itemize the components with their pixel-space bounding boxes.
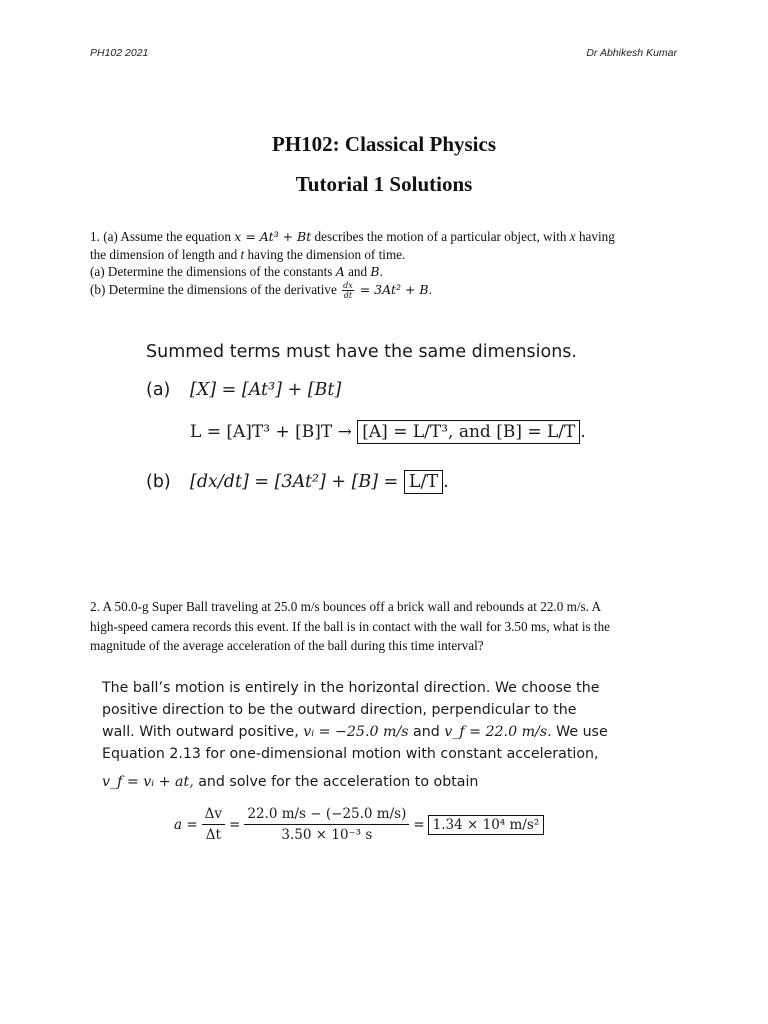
solution-2-line-3: wall. With outward positive, vᵢ = −25.0 m/s and v_f = 22.0 m/s. We use bbox=[102, 724, 608, 740]
solution-2-line-1: The ball’s motion is entirely in the horizontal direction. We choose the bbox=[102, 680, 600, 696]
solution-1-part-a: (a) [X] = [At³] + [Bt] bbox=[146, 380, 342, 400]
page-title: PH102: Classical Physics bbox=[272, 132, 496, 156]
derivative-fraction: $\frac{dx}{dt}$ bbox=[343, 280, 353, 300]
solution-2-line-5: v_f = vᵢ + at, and solve for the acceleration to obtain bbox=[102, 774, 479, 790]
question-1-line-2: the dimension of length and t having the dimension of time. bbox=[90, 246, 406, 262]
question-2-line-2: high-speed camera records this event. If the ball is in contact with the wall for 3.50 ms, what is the bbox=[90, 618, 611, 634]
question-2-line-1: 2. A 50.0-g Super Ball traveling at 25.0 m/s bounces off a brick wall and rebounds at 22.0 m/s. A bbox=[90, 599, 602, 614]
question-1-part-a: (a) Determine the dimensions of the constants A and B. bbox=[90, 264, 383, 279]
motion-equation: x = At³ + Bt bbox=[234, 229, 312, 244]
question-2-line-3: magnitude of the average acceleration of the ball during this time interval? bbox=[90, 638, 484, 653]
header-author: Dr Abhikesh Kumar bbox=[586, 47, 677, 59]
value-fraction: $\frac{22.0 m/s - (-25.0 m/s)}{\text{3.50 × 10⁻³ s}}$ bbox=[244, 806, 409, 843]
question-1 bbox=[90, 228, 688, 300]
boxed-acceleration-result: 1.34 × 10⁴ m/s² bbox=[428, 815, 545, 835]
solution-2-line-2: positive direction to be the outward direction, perpendicular to the bbox=[102, 702, 577, 718]
page-subtitle: Tutorial 1 Solutions bbox=[295, 172, 473, 196]
question-1-line-1: 1. (a) Assume the equation x = At³ + Bt describes the motion of a particular object, with x having bbox=[90, 229, 615, 244]
solution-1-part-b: (b) [dx/dt] = [3At²] + [B] = L/T . bbox=[146, 472, 449, 492]
question-1-part-b: (b) Determine the dimensions of the derivative $\frac{dx}{dt}$ = 3At² + B. bbox=[90, 280, 432, 300]
boxed-answer-b: L/T bbox=[404, 470, 443, 494]
question-2 bbox=[90, 597, 688, 656]
solution-1-part-a-result: L = [A]T³ + [B]T → [A] = L/T³, and [B] = L/T . bbox=[190, 422, 586, 442]
boxed-answer-a: [A] = L/T³, and [B] = L/T bbox=[357, 420, 580, 444]
delta-fraction: $\frac{\Delta v}{\Delta t}$ bbox=[202, 806, 225, 843]
solution-2-line-4: Equation 2.13 for one-dimensional motion with constant acceleration, bbox=[102, 746, 599, 762]
solution-1-heading: Summed terms must have the same dimensions. bbox=[146, 342, 577, 362]
header-course: PH102 2021 bbox=[90, 47, 149, 59]
acceleration-equation: a = $\frac{\Delta v}{\Delta t}$ = $\frac{22.0 m/s - (-25.0 m/s)}{\text{3.50 × 10⁻³ s}}$ = 1.34 × 10⁴ m/s² bbox=[174, 806, 544, 843]
